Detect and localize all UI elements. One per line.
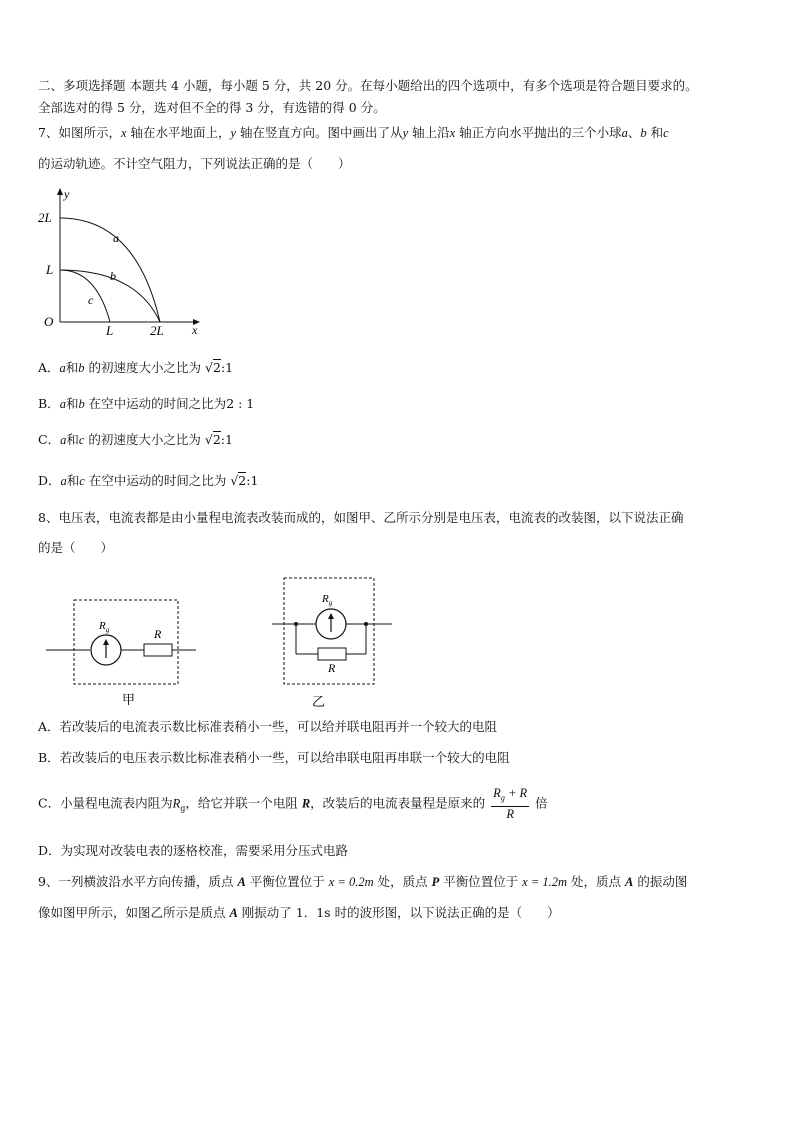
origin-label: O [44,314,54,329]
q7-trajectory-graph [36,186,206,336]
caption-yi: 乙 [312,694,326,709]
caption-jia: 甲 [122,692,136,707]
y-tick-2L: 2L [38,210,52,225]
q8-stem-line1: 8、电压表，电流表都是由小量程电流表改装而成的，如图甲、乙所示分别是电压表，电流表的改装图，以下说法正确 [38,510,684,525]
range-fraction: $\frac{R_g + R}{R}$ [493,786,528,821]
q7-option-a: A．a和b 的初速度大小之比为 √2:1 [38,360,234,375]
sqrt-symbol: √ [205,360,213,375]
curve-c-label: c [88,293,94,307]
resistor [144,644,172,656]
rg-label: $R_g$ [99,620,110,634]
r-label: R [154,627,162,641]
r-label: R [328,661,336,675]
x-axis-label: x [192,323,198,336]
y-axis-label: y [64,187,70,201]
section-header-line1: 二、多项选择题 本题共 4 小题，每小题 5 分，共 20 分。在每小题给出的四个选项中，有多个选项是符合题目要求的。 [38,78,698,93]
q7-stem-line2: 的运动轨迹。不计空气阻力，下列说法正确的是（ ） [38,156,351,171]
q8-option-a: A．若改装后的电流表示数比标准表稍小一些，可以给并联电阻再并一个较大的电阻 [38,719,498,734]
q7-stem-line1: 7、如图所示，x 轴在水平地面上，y 轴在竖直方向。图中画出了从y 轴上沿x 轴正方向水平抛出的三个小球a、b 和c [38,125,669,140]
y-tick-L: L [46,262,54,277]
q8-option-d: D．为实现对改装电表的逐格校准，需要采用分压式电路 [38,843,349,858]
dashed-box [74,600,178,684]
q7-option-d: D．a和c 在空中运动的时间之比为 √2:1 [38,473,259,488]
x-tick-2L: 2L [150,323,164,336]
q8-option-c: C．小量程电流表内阻为$R_g$，给它并联一个电阻 R，改装后的电流表量程是原来的 $\frac{R_g + R}{R}$ 倍 [38,786,548,821]
q8-stem-line2: 的是（ ） [38,540,114,555]
sqrt-symbol: √ [204,432,213,447]
rg-label: $R_g$ [322,593,333,607]
curve-a-label: a [113,231,119,245]
sqrt-symbol: √ [230,473,239,488]
section-header-line2: 全部选对的得 5 分，选对但不全的得 3 分，有选错的得 0 分。 [38,100,386,115]
curve-c [60,270,110,322]
q8-option-b: B．若改装后的电压表示数比标准表稍小一些，可以给串联电阻再串联一个较大的电阻 [38,750,510,765]
circuit-jia-voltmeter [46,598,202,710]
y-axis-arrow [57,188,63,195]
x-tick-L: L [106,323,114,336]
resistor [318,648,346,660]
q7-option-c: C．a和c 的初速度大小之比为 √2:1 [38,432,233,447]
q7-option-b: B．a和b 在空中运动的时间之比为2 : 1 [38,396,255,411]
q9-stem-line1: 9、一列横波沿水平方向传播，质点 A 平衡位置位于 x = 0.2m 处，质点 P 平衡位置位于 x = 1.2m 处，质点 A 的振动图 [38,874,688,889]
curve-b-label: b [110,269,116,283]
circuit-yi-ammeter [272,576,394,710]
q9-stem-line2: 像如图甲所示，如图乙所示是质点 A 刚振动了 1．1s 时的波形图，以下说法正确的是（ ） [38,905,560,920]
